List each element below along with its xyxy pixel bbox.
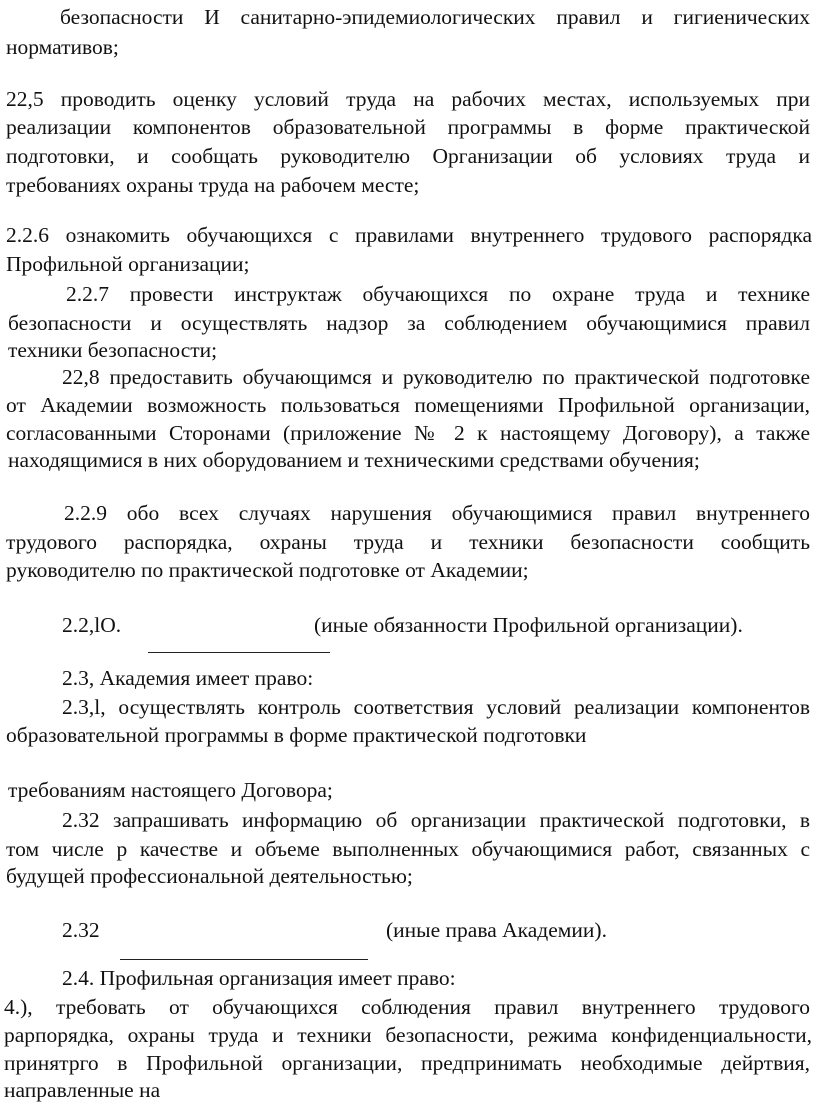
fill-in-underline — [148, 652, 330, 653]
text-line: будущей профессиональной деятельностью; — [6, 864, 413, 888]
text-line: рарпорядка, охраны труда и техники безопасности, режима конфиденциальности, — [4, 1023, 812, 1047]
text-line: том числе р качестве и объеме выполненных обучающимися работ, связанных с — [6, 837, 810, 861]
text-line: руководителю по практической подготовке от Академии; — [6, 558, 529, 582]
text-line: 2.2.7 провести инструктаж обучающихся по охране труда и технике — [66, 282, 810, 306]
section-heading: 2.4. Профильная организация имеет право: — [62, 966, 456, 990]
text-line: согласованными Сторонами (приложение № 2 к настоящему Договору), а также — [6, 421, 810, 445]
text-line: 22,8 предоставить обучающимся и руководителю по практической подготовке — [62, 365, 810, 389]
blank-item-hint: (иные обязанности Профильной организации). — [314, 613, 743, 637]
text-line: 2.32 запрашивать информацию об организации практической подготовки, в — [62, 808, 810, 832]
blank-item-number: 2.2,lO. — [62, 613, 122, 637]
text-line: находящимися в них оборудованием и техническими средствами обучения; — [8, 448, 700, 472]
text-line: 4.), требовать от обучающихся соблюдения правил внутреннего трудового — [4, 995, 810, 1019]
blank-item-hint: (иные права Академии). — [386, 918, 607, 942]
text-line: 2.2.9 обо всех случаях нарушения обучающимися правил внутреннего — [64, 501, 810, 525]
text-line: безопасности И санитарно-эпидемиологических правил и гигиенических — [60, 5, 810, 29]
text-line: от Академии возможность пользоваться помещениями Профильной организации, — [6, 393, 810, 417]
text-line: нормативов; — [6, 35, 119, 59]
text-line: требованиям настоящего Договора; — [8, 778, 333, 802]
text-line: требованиях охраны труда на рабочем месте; — [6, 173, 420, 197]
text-line: трудового распорядка, охраны труда и техники безопасности сообщить — [6, 530, 810, 554]
text-line: образовательной программы в форме практической подготовки — [6, 723, 587, 747]
blank-item-number: 2.32 — [62, 918, 100, 942]
text-line: техники безопасности; — [8, 338, 218, 362]
text-line: безопасности и осуществлять надзор за соблюдением обучающимися правил — [8, 311, 810, 335]
text-line: реализации компонентов образовательной программы в форме практической — [6, 115, 810, 139]
text-line: направленные на — [4, 1078, 161, 1102]
text-line: 2.3,l, осуществлять контроль соответствия условий реализации компонентов — [62, 695, 810, 719]
text-line: подготовки, и сообщать руководителю Организации об условиях труда и — [6, 144, 810, 168]
section-heading: 2.3, Академия имеет право: — [62, 666, 314, 690]
text-line: Профильной организации; — [6, 252, 250, 276]
text-line: принятрго в Профильной организации, предпринимать необходимые дейртвия, — [4, 1051, 810, 1075]
text-line: 2.2.6 ознакомить обучающихся с правилами внутреннего трудового распорядка — [6, 223, 812, 247]
fill-in-underline — [120, 959, 368, 960]
text-line: 22,5 проводить оценку условий труда на рабочих местах, используемых при — [6, 87, 810, 111]
